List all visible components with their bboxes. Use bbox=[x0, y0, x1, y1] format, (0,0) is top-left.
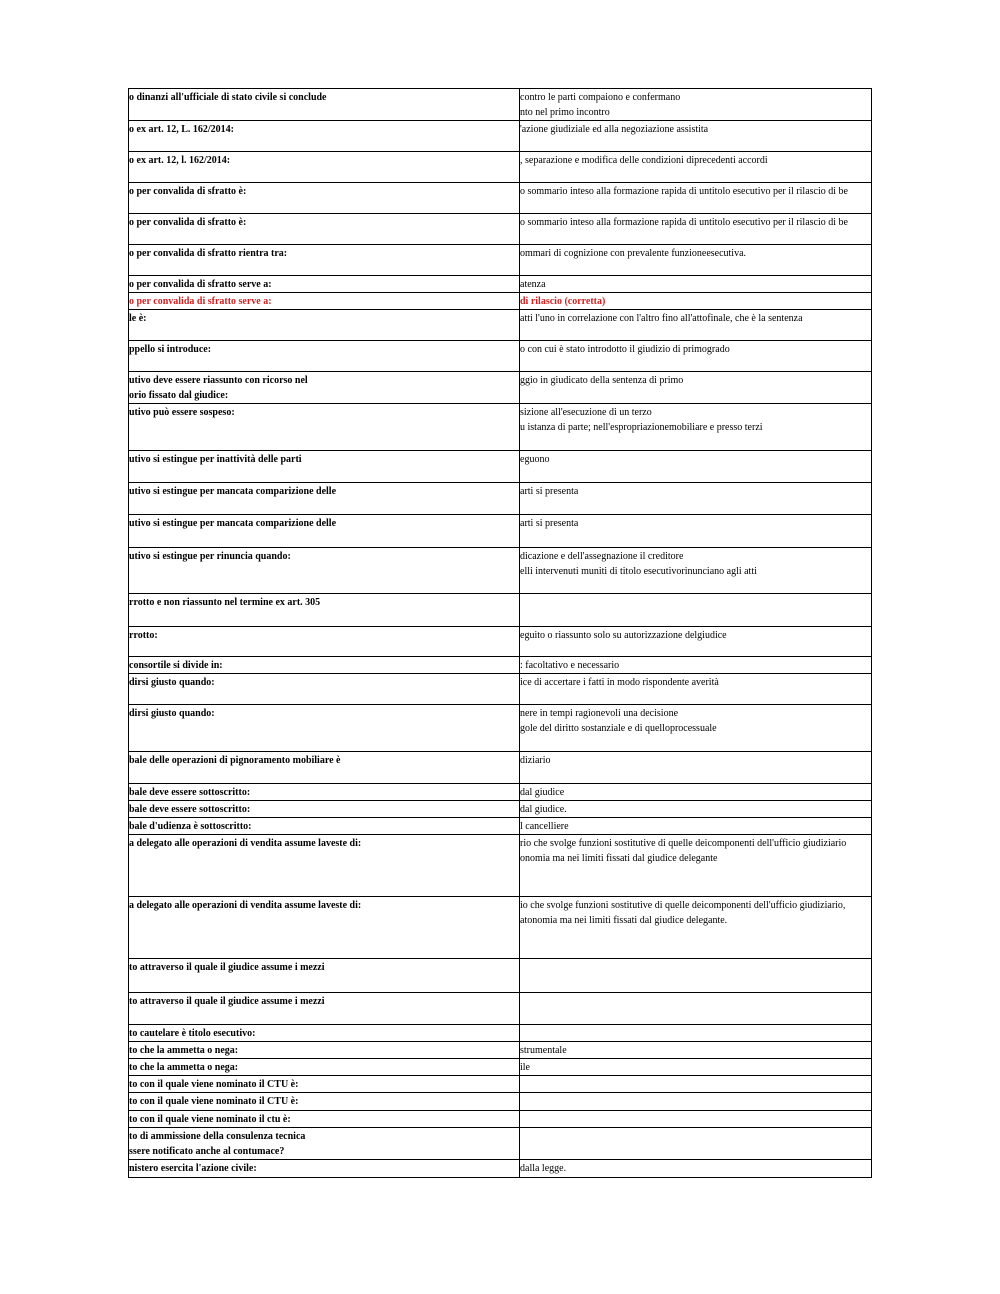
table-row bbox=[129, 276, 872, 293]
question-text: ppello si introduce: bbox=[129, 344, 212, 355]
table-row bbox=[129, 1025, 872, 1042]
answer-text: elli intervenuti muniti di titolo esecutivorinunciano agli atti bbox=[520, 566, 757, 577]
answer-text: dalla legge. bbox=[520, 1163, 567, 1174]
answer-cell bbox=[520, 835, 872, 897]
question-text: rrotto: bbox=[129, 630, 158, 641]
question-cell bbox=[129, 121, 520, 152]
answer-text: sizione all'esecuzione di un terzo bbox=[520, 407, 652, 418]
question-text: to con il quale viene nominato il CTU è: bbox=[129, 1079, 299, 1090]
question-text: o ex art. 12, l. 162/2014: bbox=[129, 155, 231, 166]
table-row bbox=[129, 594, 872, 627]
question-text: to con il quale viene nominato il ctu è: bbox=[129, 1114, 291, 1125]
answer-text: atti l'uno in correlazione con l'altro fino all'attofinale, che è la sentenza bbox=[520, 313, 803, 324]
question-cell bbox=[129, 1093, 520, 1111]
answer-cell bbox=[520, 1111, 872, 1128]
answer-cell bbox=[520, 1042, 872, 1059]
table-row bbox=[129, 1042, 872, 1059]
question-cell bbox=[129, 752, 520, 784]
question-text: rrotto e non riassunto nel termine ex art. 305 bbox=[129, 597, 321, 608]
question-cell bbox=[129, 1076, 520, 1093]
question-text: bale deve essere sottoscritto: bbox=[129, 804, 251, 815]
table-row bbox=[129, 784, 872, 801]
question-text: o ex art. 12, L. 162/2014: bbox=[129, 124, 234, 135]
question-cell bbox=[129, 89, 520, 121]
question-text: utivo si estingue per inattività delle parti bbox=[129, 454, 302, 465]
question-text: a delegato alle operazioni di vendita assume laveste di: bbox=[129, 900, 362, 911]
answer-cell bbox=[520, 548, 872, 594]
answer-cell bbox=[520, 404, 872, 451]
question-cell bbox=[129, 276, 520, 293]
question-cell bbox=[129, 1042, 520, 1059]
question-cell bbox=[129, 1111, 520, 1128]
table-row bbox=[129, 801, 872, 818]
answer-text: dicazione e dell'assegnazione il creditore bbox=[520, 551, 684, 562]
table-row bbox=[129, 835, 872, 897]
table-row bbox=[129, 1128, 872, 1160]
answer-cell bbox=[520, 818, 872, 835]
answer-cell bbox=[520, 293, 872, 310]
answer-text: io che svolge funzioni sostitutive di quelle deicomponenti dell'ufficio giudiziario, bbox=[520, 900, 846, 911]
question-text: consortile si divide in: bbox=[129, 660, 223, 671]
table-row bbox=[129, 993, 872, 1025]
question-text: a delegato alle operazioni di vendita assume laveste di: bbox=[129, 838, 362, 849]
table-body bbox=[129, 89, 872, 1178]
answer-cell bbox=[520, 1093, 872, 1111]
answer-text: , separazione e modifica delle condizioni diprecedenti accordi bbox=[520, 155, 768, 166]
question-cell bbox=[129, 152, 520, 183]
answer-cell bbox=[520, 183, 872, 214]
table-row bbox=[129, 404, 872, 451]
question-cell bbox=[129, 310, 520, 341]
answer-text: diziario bbox=[520, 755, 551, 766]
table-row bbox=[129, 1111, 872, 1128]
question-text: o per convalida di sfratto serve a: bbox=[129, 296, 272, 307]
table-row bbox=[129, 818, 872, 835]
question-text: dirsi giusto quando: bbox=[129, 708, 215, 719]
table-row bbox=[129, 451, 872, 483]
question-cell bbox=[129, 245, 520, 276]
question-cell bbox=[129, 293, 520, 310]
answer-text: arti si presenta bbox=[520, 486, 579, 497]
answer-cell bbox=[520, 705, 872, 752]
table-row bbox=[129, 1076, 872, 1093]
answer-text: ggio in giudicato della sentenza di primo bbox=[520, 375, 684, 386]
question-text: to attraverso il quale il giudice assume i mezzi bbox=[129, 996, 325, 1007]
question-cell bbox=[129, 1128, 520, 1160]
answer-text: arti si presenta bbox=[520, 518, 579, 529]
answer-text: nere in tempi ragionevoli una decisione bbox=[520, 708, 679, 719]
question-cell bbox=[129, 784, 520, 801]
answer-text: o sommario inteso alla formazione rapida di untitolo esecutivo per il rilascio di be bbox=[520, 217, 848, 228]
answer-cell bbox=[520, 310, 872, 341]
table-row-highlighted bbox=[129, 293, 872, 310]
table-row bbox=[129, 152, 872, 183]
answer-text: l cancelliere bbox=[520, 821, 569, 832]
table-row bbox=[129, 897, 872, 959]
answer-text: : facoltativo e necessario bbox=[520, 660, 620, 671]
question-text: bale delle operazioni di pignoramento mobiliare è bbox=[129, 755, 341, 766]
answer-cell bbox=[520, 214, 872, 245]
question-text: nistero esercita l'azione civile: bbox=[129, 1163, 257, 1174]
answer-cell bbox=[520, 451, 872, 483]
question-text: to di ammissione della consulenza tecnica bbox=[129, 1131, 306, 1142]
answer-cell bbox=[520, 372, 872, 404]
answer-cell bbox=[520, 152, 872, 183]
answer-text: atonomia ma nei limiti fissati dal giudice delegante. bbox=[520, 915, 728, 926]
table-row bbox=[129, 674, 872, 705]
question-text: to con il quale viene nominato il CTU è: bbox=[129, 1096, 299, 1107]
question-text: utivo può essere sospeso: bbox=[129, 407, 235, 418]
question-text: utivo deve essere riassunto con ricorso nel bbox=[129, 375, 308, 386]
question-text: bale d'udienza è sottoscritto: bbox=[129, 821, 252, 832]
table-row bbox=[129, 183, 872, 214]
question-text: le è: bbox=[129, 313, 147, 324]
answer-text: gole del diritto sostanziale e di quelloprocessuale bbox=[520, 723, 717, 734]
table-row bbox=[129, 1093, 872, 1111]
question-text: orio fissato dal giudice: bbox=[129, 390, 229, 401]
answer-cell bbox=[520, 515, 872, 548]
answer-text: di rilascio (corretta) bbox=[520, 296, 606, 307]
table-row bbox=[129, 121, 872, 152]
answer-cell bbox=[520, 121, 872, 152]
question-text: o per convalida di sfratto è: bbox=[129, 186, 247, 197]
question-text: to attraverso il quale il giudice assume i mezzi bbox=[129, 962, 325, 973]
question-cell bbox=[129, 483, 520, 515]
table-row bbox=[129, 310, 872, 341]
table-row bbox=[129, 372, 872, 404]
question-text: utivo si estingue per mancata comparizione delle bbox=[129, 518, 337, 529]
answer-text: onomia ma nei limiti fissati dal giudice delegante bbox=[520, 853, 718, 864]
answer-cell bbox=[520, 959, 872, 993]
question-text: dirsi giusto quando: bbox=[129, 677, 215, 688]
question-cell bbox=[129, 818, 520, 835]
answer-text: dal giudice. bbox=[520, 804, 567, 815]
table-row bbox=[129, 89, 872, 121]
answer-text: eguono bbox=[520, 454, 550, 465]
answer-cell bbox=[520, 1128, 872, 1160]
answer-text: ice di accertare i fatti in modo rispondente averità bbox=[520, 677, 719, 688]
table-row bbox=[129, 959, 872, 993]
question-cell bbox=[129, 1160, 520, 1178]
question-cell bbox=[129, 627, 520, 657]
question-text: ssere notificato anche al contumace? bbox=[129, 1146, 285, 1157]
answer-text: dal giudice bbox=[520, 787, 565, 798]
answer-cell bbox=[520, 594, 872, 627]
question-cell bbox=[129, 835, 520, 897]
question-cell bbox=[129, 451, 520, 483]
table-row bbox=[129, 214, 872, 245]
answer-text: o sommario inteso alla formazione rapida di untitolo esecutivo per il rilascio di be bbox=[520, 186, 848, 197]
question-cell bbox=[129, 959, 520, 993]
table-row bbox=[129, 548, 872, 594]
question-cell bbox=[129, 515, 520, 548]
question-cell bbox=[129, 341, 520, 372]
answer-cell bbox=[520, 627, 872, 657]
answer-cell bbox=[520, 784, 872, 801]
answer-cell bbox=[520, 657, 872, 674]
question-text: o dinanzi all'ufficiale di stato civile si conclude bbox=[129, 92, 327, 103]
answer-text: atenza bbox=[520, 279, 546, 290]
answer-text: 'azione giudiziale ed alla negoziazione assistita bbox=[520, 124, 709, 135]
answer-text: rio che svolge funzioni sostitutive di quelle deicomponenti dell'ufficio giudiziario bbox=[520, 838, 847, 849]
question-cell bbox=[129, 548, 520, 594]
answer-cell bbox=[520, 276, 872, 293]
answer-text: ile bbox=[520, 1062, 530, 1073]
answer-cell bbox=[520, 341, 872, 372]
question-text: o per convalida di sfratto è: bbox=[129, 217, 247, 228]
question-cell bbox=[129, 897, 520, 959]
answer-cell bbox=[520, 1025, 872, 1042]
answer-cell bbox=[520, 1059, 872, 1076]
question-cell bbox=[129, 214, 520, 245]
question-cell bbox=[129, 594, 520, 627]
question-cell bbox=[129, 404, 520, 451]
question-cell bbox=[129, 183, 520, 214]
answer-text: contro le parti compaiono e confermano bbox=[520, 92, 681, 103]
question-cell bbox=[129, 801, 520, 818]
question-text: o per convalida di sfratto rientra tra: bbox=[129, 248, 288, 259]
table-row bbox=[129, 1160, 872, 1178]
answer-cell bbox=[520, 752, 872, 784]
answer-text: u istanza di parte; nell'espropriazionemobiliare e presso terzi bbox=[520, 422, 763, 433]
question-answer-table bbox=[128, 88, 872, 1178]
answer-text: strumentale bbox=[520, 1045, 567, 1056]
question-text: to che la ammetta o nega: bbox=[129, 1045, 239, 1056]
question-text: to che la ammetta o nega: bbox=[129, 1062, 239, 1073]
question-text: utivo si estingue per rinuncia quando: bbox=[129, 551, 291, 562]
table-row bbox=[129, 657, 872, 674]
table-row bbox=[129, 705, 872, 752]
answer-cell bbox=[520, 245, 872, 276]
table-row bbox=[129, 752, 872, 784]
answer-cell bbox=[520, 1160, 872, 1178]
answer-text: o con cui è stato introdotto il giudizio di primogrado bbox=[520, 344, 730, 355]
table-row bbox=[129, 515, 872, 548]
table-row bbox=[129, 245, 872, 276]
answer-text: ommari di cognizione con prevalente funzioneesecutiva. bbox=[520, 248, 747, 259]
answer-cell bbox=[520, 897, 872, 959]
question-cell bbox=[129, 1059, 520, 1076]
answer-cell bbox=[520, 801, 872, 818]
question-text: utivo si estingue per mancata comparizione delle bbox=[129, 486, 337, 497]
answer-cell bbox=[520, 1076, 872, 1093]
question-text: to cautelare è titolo esecutivo: bbox=[129, 1028, 256, 1039]
answer-cell bbox=[520, 89, 872, 121]
answer-text: nto nel primo incontro bbox=[520, 107, 610, 118]
question-cell bbox=[129, 993, 520, 1025]
answer-cell bbox=[520, 483, 872, 515]
question-cell bbox=[129, 1025, 520, 1042]
table-row bbox=[129, 1059, 872, 1076]
table-row bbox=[129, 341, 872, 372]
question-text: bale deve essere sottoscritto: bbox=[129, 787, 251, 798]
answer-cell bbox=[520, 674, 872, 705]
answer-text: eguito o riassunto solo su autorizzazione delgiudice bbox=[520, 630, 727, 641]
question-cell bbox=[129, 372, 520, 404]
table-row bbox=[129, 627, 872, 657]
question-cell bbox=[129, 705, 520, 752]
table-row bbox=[129, 483, 872, 515]
question-cell bbox=[129, 674, 520, 705]
question-cell bbox=[129, 657, 520, 674]
question-text: o per convalida di sfratto serve a: bbox=[129, 279, 272, 290]
answer-cell bbox=[520, 993, 872, 1025]
